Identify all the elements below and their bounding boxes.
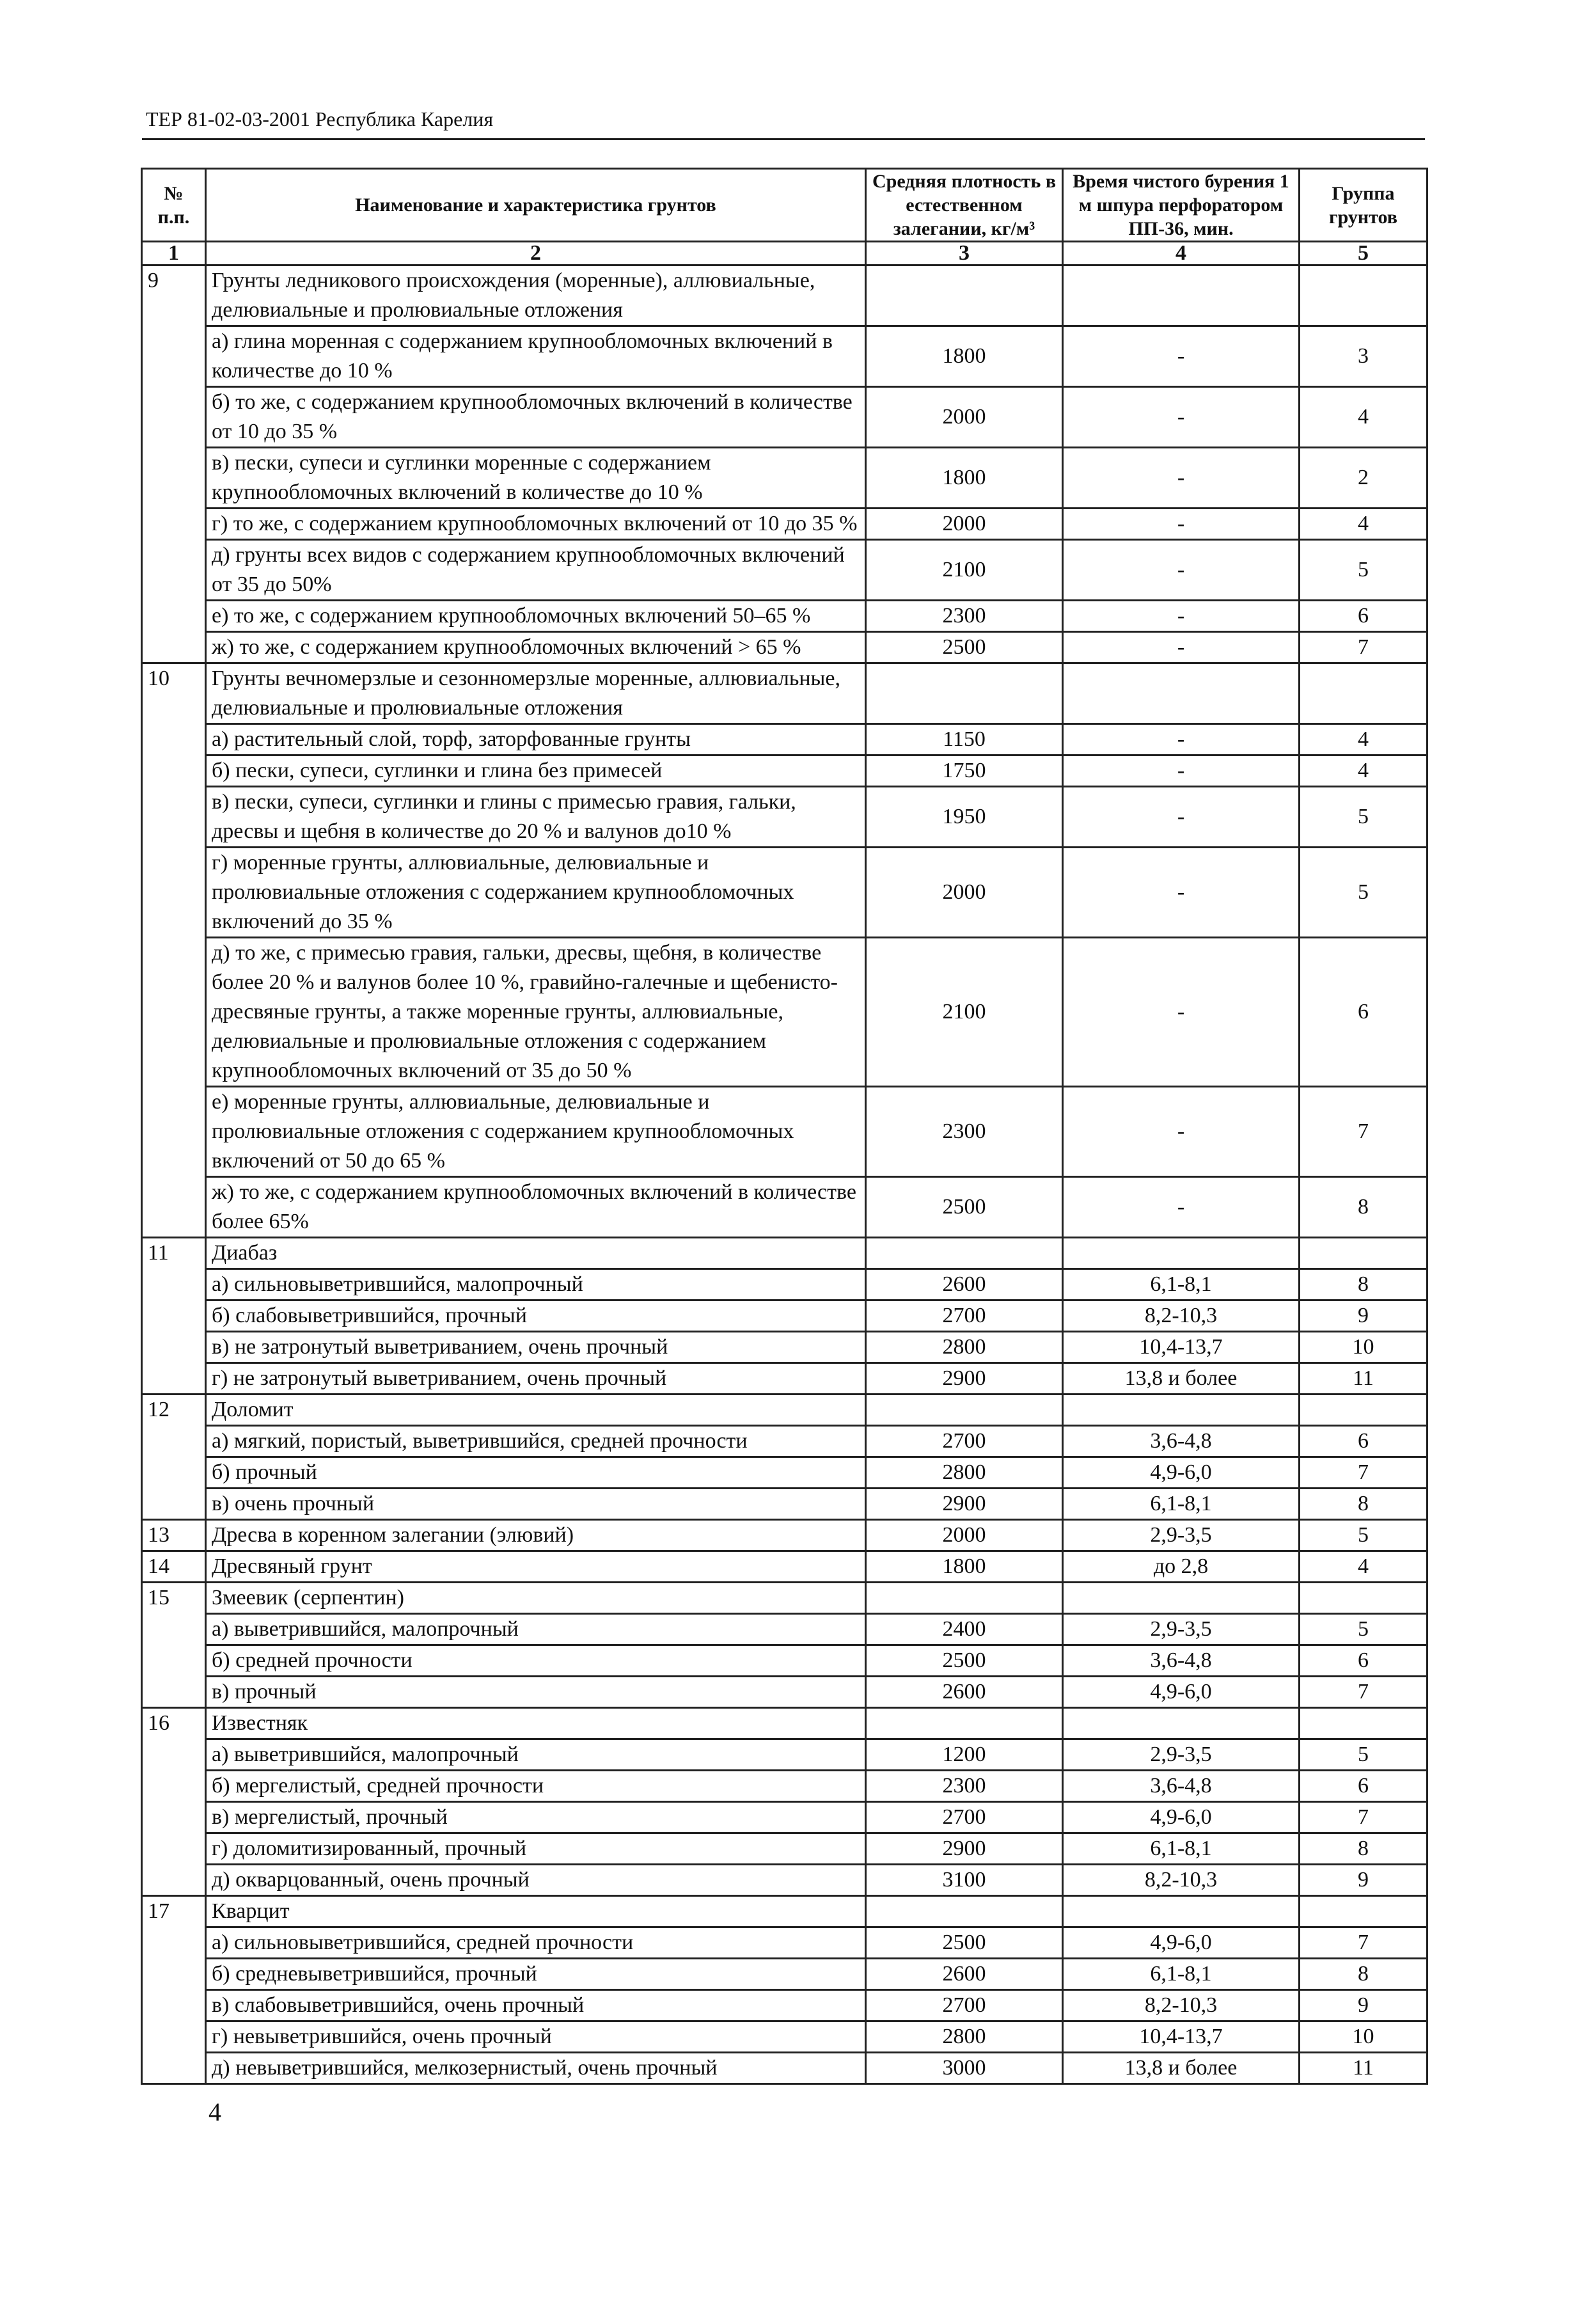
section-title: Змеевик (серпентин) xyxy=(206,1583,866,1614)
soil-description: б) средневыветрившийся, прочный xyxy=(206,1959,866,1990)
soil-description: а) сильновыветрившийся, малопрочный xyxy=(206,1269,866,1300)
column-number: 4 xyxy=(1063,242,1300,265)
group-cell: 2 xyxy=(1300,448,1427,509)
group-cell xyxy=(1300,663,1427,724)
soil-description: б) прочный xyxy=(206,1457,866,1489)
group-cell: 10 xyxy=(1300,1332,1427,1363)
section-title: Известняк xyxy=(206,1708,866,1739)
drill-time-cell: 10,4-13,7 xyxy=(1063,1332,1300,1363)
soil-description: д) окварцованный, очень прочный xyxy=(206,1865,866,1896)
group-cell: 7 xyxy=(1300,1087,1427,1177)
density-cell: 2900 xyxy=(866,1833,1063,1865)
soil-description: д) невыветрившийся, мелкозернистый, очень прочный xyxy=(206,2053,866,2084)
density-cell: 2000 xyxy=(866,509,1063,540)
drill-time-cell: 8,2-10,3 xyxy=(1063,1300,1300,1332)
table-row xyxy=(142,787,1427,848)
table-row xyxy=(142,1927,1427,1959)
density-cell: 2000 xyxy=(866,387,1063,448)
drill-time-cell: 3,6-4,8 xyxy=(1063,1645,1300,1677)
document-header: ТЕР 81-02-03-2001 Республика Карелия xyxy=(146,107,494,130)
drill-time-cell: 4,9-6,0 xyxy=(1063,1802,1300,1833)
section-number: 11 xyxy=(142,1238,206,1395)
group-cell xyxy=(1300,1896,1427,1927)
soil-groups-table xyxy=(141,168,1428,2085)
density-cell: 2900 xyxy=(866,1489,1063,1520)
column-number: 1 xyxy=(142,242,206,265)
soil-description: а) мягкий, пористый, выветрившийся, средней прочности xyxy=(206,1426,866,1457)
group-cell xyxy=(1300,1583,1427,1614)
soil-description: а) выветрившийся, малопрочный xyxy=(206,1614,866,1645)
soil-description: а) сильновыветрившийся, средней прочности xyxy=(206,1927,866,1959)
density-cell: 2700 xyxy=(866,1426,1063,1457)
section-title: Грунты вечномерзлые и сезонномерзлые моренные, аллювиальные, делювиальные и пролювиальные отложения xyxy=(206,663,866,724)
table-row xyxy=(142,1300,1427,1332)
density-cell: 1750 xyxy=(866,755,1063,787)
density-cell: 2100 xyxy=(866,938,1063,1087)
page-number: 4 xyxy=(208,2098,221,2126)
section-row xyxy=(142,1583,1427,1614)
density-cell: 2800 xyxy=(866,1332,1063,1363)
density-cell: 2300 xyxy=(866,601,1063,632)
density-cell: 2500 xyxy=(866,1645,1063,1677)
soil-description: в) очень прочный xyxy=(206,1489,866,1520)
group-cell: 5 xyxy=(1300,540,1427,601)
group-cell: 4 xyxy=(1300,755,1427,787)
density-cell: 1800 xyxy=(866,1551,1063,1583)
table-row xyxy=(142,1739,1427,1771)
soil-description: б) средней прочности xyxy=(206,1645,866,1677)
drill-time-cell: - xyxy=(1063,632,1300,663)
group-cell: 9 xyxy=(1300,1300,1427,1332)
soil-description: г) моренные грунты, аллювиальные, делювиальные и пролювиальные отложения с содержанием крупнообломочных включений до 35 % xyxy=(206,848,866,938)
group-cell: 6 xyxy=(1300,601,1427,632)
table-row xyxy=(142,1489,1427,1520)
drill-time-cell: - xyxy=(1063,326,1300,387)
group-cell xyxy=(1300,1395,1427,1426)
drill-time-cell: 3,6-4,8 xyxy=(1063,1426,1300,1457)
table-row xyxy=(142,755,1427,787)
group-cell xyxy=(1300,265,1427,326)
group-cell: 6 xyxy=(1300,1771,1427,1802)
density-cell: 2900 xyxy=(866,1363,1063,1395)
group-cell: 8 xyxy=(1300,1269,1427,1300)
section-row xyxy=(142,1896,1427,1927)
density-cell: 2700 xyxy=(866,1300,1063,1332)
drill-time-cell: - xyxy=(1063,1087,1300,1177)
column-number: 3 xyxy=(866,242,1063,265)
drill-time-cell: 8,2-10,3 xyxy=(1063,1990,1300,2021)
density-cell: 2300 xyxy=(866,1087,1063,1177)
density-cell xyxy=(866,1896,1063,1927)
group-cell: 6 xyxy=(1300,938,1427,1087)
soil-description: д) грунты всех видов с содержанием крупнообломочных включений от 35 до 50% xyxy=(206,540,866,601)
soil-description: б) то же, с содержанием крупнообломочных включений в количестве от 10 до 35 % xyxy=(206,387,866,448)
group-cell: 8 xyxy=(1300,1833,1427,1865)
group-cell xyxy=(1300,1238,1427,1269)
group-cell: 4 xyxy=(1300,387,1427,448)
drill-time-cell: - xyxy=(1063,755,1300,787)
soil-description: в) пески, супеси, суглинки и глины с примесью гравия, гальки, дресвы и щебня в количестве до 20 % и валунов до10 % xyxy=(206,787,866,848)
drill-time-cell: 2,9-3,5 xyxy=(1063,1739,1300,1771)
table-row xyxy=(142,1959,1427,1990)
density-cell: 1950 xyxy=(866,787,1063,848)
table-row xyxy=(142,540,1427,601)
soil-description: е) моренные грунты, аллювиальные, делювиальные и пролювиальные отложения с содержанием крупнообломочных включений от 50 до 65 % xyxy=(206,1087,866,1177)
drill-time-cell: 13,8 и более xyxy=(1063,2053,1300,2084)
col-header-name: Наименование и характеристика грунтов xyxy=(206,169,866,242)
table-row xyxy=(142,1363,1427,1395)
density-cell xyxy=(866,1708,1063,1739)
soil-description: ж) то же, с содержанием крупнообломочных включений > 65 % xyxy=(206,632,866,663)
drill-time-cell xyxy=(1063,1896,1300,1927)
soil-description: б) мергелистый, средней прочности xyxy=(206,1771,866,1802)
table-row xyxy=(142,1645,1427,1677)
drill-time-cell xyxy=(1063,1583,1300,1614)
table-row xyxy=(142,601,1427,632)
section-row xyxy=(142,1708,1427,1739)
soil-description: в) пески, супеси и суглинки моренные с содержанием крупнообломочных включений в количестве до 10 % xyxy=(206,448,866,509)
table-row xyxy=(142,1677,1427,1708)
group-cell: 5 xyxy=(1300,1520,1427,1551)
column-number: 2 xyxy=(206,242,866,265)
section-row xyxy=(142,1238,1427,1269)
drill-time-cell: - xyxy=(1063,448,1300,509)
table-row xyxy=(142,848,1427,938)
drill-time-cell: до 2,8 xyxy=(1063,1551,1300,1583)
drill-time-cell: - xyxy=(1063,787,1300,848)
drill-time-cell: 10,4-13,7 xyxy=(1063,2021,1300,2053)
column-number: 5 xyxy=(1300,242,1427,265)
density-cell: 2100 xyxy=(866,540,1063,601)
section-number: 9 xyxy=(142,265,206,663)
soil-description: е) то же, с содержанием крупнообломочных включений 50–65 % xyxy=(206,601,866,632)
table-row xyxy=(142,724,1427,755)
density-cell: 2700 xyxy=(866,1990,1063,2021)
table-row xyxy=(142,1269,1427,1300)
table-row xyxy=(142,938,1427,1087)
header-rule xyxy=(142,138,1425,140)
density-cell: 2000 xyxy=(866,848,1063,938)
drill-time-cell: 4,9-6,0 xyxy=(1063,1677,1300,1708)
soil-description: ж) то же, с содержанием крупнообломочных включений в количестве более 65% xyxy=(206,1177,866,1238)
table-row xyxy=(142,326,1427,387)
drill-time-cell: - xyxy=(1063,848,1300,938)
drill-time-cell: - xyxy=(1063,509,1300,540)
density-cell xyxy=(866,1238,1063,1269)
density-cell: 2400 xyxy=(866,1614,1063,1645)
density-cell: 2700 xyxy=(866,1802,1063,1833)
section-title: Кварцит xyxy=(206,1896,866,1927)
soil-description: г) доломитизированный, прочный xyxy=(206,1833,866,1865)
table-row xyxy=(142,1332,1427,1363)
density-cell: 3000 xyxy=(866,2053,1063,2084)
group-cell: 5 xyxy=(1300,1739,1427,1771)
drill-time-cell xyxy=(1063,1238,1300,1269)
col-header-density: Средняя плотность в естественном залегании, кг/м³ xyxy=(866,169,1063,242)
soil-description: а) растительный слой, торф, заторфованные грунты xyxy=(206,724,866,755)
table-row xyxy=(142,1833,1427,1865)
soil-description: б) слабовыветрившийся, прочный xyxy=(206,1300,866,1332)
section-row xyxy=(142,663,1427,724)
drill-time-cell xyxy=(1063,663,1300,724)
drill-time-cell: 4,9-6,0 xyxy=(1063,1927,1300,1959)
soil-description: г) невыветрившийся, очень прочный xyxy=(206,2021,866,2053)
drill-time-cell: - xyxy=(1063,724,1300,755)
density-cell: 1150 xyxy=(866,724,1063,755)
table-row xyxy=(142,2053,1427,2084)
density-cell: 2500 xyxy=(866,1927,1063,1959)
group-cell: 8 xyxy=(1300,1489,1427,1520)
density-cell: 2600 xyxy=(866,1677,1063,1708)
section-number: 13 xyxy=(142,1520,206,1551)
table-row xyxy=(142,1177,1427,1238)
section-row xyxy=(142,1520,1427,1551)
density-cell: 2500 xyxy=(866,632,1063,663)
drill-time-cell: 6,1-8,1 xyxy=(1063,1833,1300,1865)
group-cell: 9 xyxy=(1300,1865,1427,1896)
drill-time-cell: 6,1-8,1 xyxy=(1063,1959,1300,1990)
soil-description: д) то же, с примесью гравия, гальки, дресвы, щебня, в количестве более 20 % и валунов более 10 %, гравийно-галечные и щебенисто-дресвяные грунты, а также моренные грунты, аллювиальные, делювиальные и пролювиальные отложения с содержанием крупнообломочных включений от 35 до 50 % xyxy=(206,938,866,1087)
soil-description: а) выветрившийся, малопрочный xyxy=(206,1739,866,1771)
table-row xyxy=(142,632,1427,663)
col-header-num: № п.п. xyxy=(142,169,206,242)
soil-description: в) мергелистый, прочный xyxy=(206,1802,866,1833)
drill-time-cell: - xyxy=(1063,938,1300,1087)
drill-time-cell: 2,9-3,5 xyxy=(1063,1614,1300,1645)
section-row xyxy=(142,1551,1427,1583)
drill-time-cell: 6,1-8,1 xyxy=(1063,1489,1300,1520)
section-number: 14 xyxy=(142,1551,206,1583)
density-cell: 2000 xyxy=(866,1520,1063,1551)
density-cell: 1800 xyxy=(866,448,1063,509)
table-row xyxy=(142,448,1427,509)
table-row xyxy=(142,1457,1427,1489)
group-cell: 8 xyxy=(1300,1959,1427,1990)
group-cell: 4 xyxy=(1300,509,1427,540)
section-title: Дресва в коренном залегании (элювий) xyxy=(206,1520,866,1551)
soil-description: в) слабовыветрившийся, очень прочный xyxy=(206,1990,866,2021)
col-header-group: Группа грунтов xyxy=(1300,169,1427,242)
density-cell xyxy=(866,663,1063,724)
group-cell: 7 xyxy=(1300,1457,1427,1489)
drill-time-cell: 13,8 и более xyxy=(1063,1363,1300,1395)
table-row xyxy=(142,2021,1427,2053)
table-row xyxy=(142,1802,1427,1833)
group-cell: 6 xyxy=(1300,1426,1427,1457)
section-row xyxy=(142,265,1427,326)
group-cell: 4 xyxy=(1300,724,1427,755)
density-cell xyxy=(866,1395,1063,1426)
drill-time-cell: 2,9-3,5 xyxy=(1063,1520,1300,1551)
soil-description: г) не затронутый выветриванием, очень прочный xyxy=(206,1363,866,1395)
table-body xyxy=(142,265,1427,2084)
soil-description: в) прочный xyxy=(206,1677,866,1708)
drill-time-cell: - xyxy=(1063,601,1300,632)
table-row xyxy=(142,509,1427,540)
column-number-row xyxy=(142,242,1427,265)
drill-time-cell: 4,9-6,0 xyxy=(1063,1457,1300,1489)
group-cell: 10 xyxy=(1300,2021,1427,2053)
drill-time-cell: 6,1-8,1 xyxy=(1063,1269,1300,1300)
col-header-drill-time: Время чистого бурения 1 м шпура перфоратором ПП-36, мин. xyxy=(1063,169,1300,242)
drill-time-cell: - xyxy=(1063,1177,1300,1238)
drill-time-cell: 8,2-10,3 xyxy=(1063,1865,1300,1896)
density-cell xyxy=(866,265,1063,326)
group-cell: 7 xyxy=(1300,632,1427,663)
density-cell: 2300 xyxy=(866,1771,1063,1802)
group-cell: 5 xyxy=(1300,787,1427,848)
density-cell: 2500 xyxy=(866,1177,1063,1238)
section-title: Дресвяный грунт xyxy=(206,1551,866,1583)
group-cell xyxy=(1300,1708,1427,1739)
density-cell: 2800 xyxy=(866,2021,1063,2053)
drill-time-cell xyxy=(1063,1395,1300,1426)
section-number: 10 xyxy=(142,663,206,1238)
table-row xyxy=(142,1771,1427,1802)
group-cell: 7 xyxy=(1300,1677,1427,1708)
density-cell: 2600 xyxy=(866,1269,1063,1300)
group-cell: 7 xyxy=(1300,1927,1427,1959)
group-cell: 7 xyxy=(1300,1802,1427,1833)
group-cell: 3 xyxy=(1300,326,1427,387)
group-cell: 5 xyxy=(1300,1614,1427,1645)
table-row xyxy=(142,387,1427,448)
group-cell: 4 xyxy=(1300,1551,1427,1583)
group-cell: 11 xyxy=(1300,2053,1427,2084)
section-number: 16 xyxy=(142,1708,206,1896)
drill-time-cell xyxy=(1063,1708,1300,1739)
group-cell: 5 xyxy=(1300,848,1427,938)
density-cell: 1200 xyxy=(866,1739,1063,1771)
density-cell: 2600 xyxy=(866,1959,1063,1990)
section-title: Доломит xyxy=(206,1395,866,1426)
density-cell: 1800 xyxy=(866,326,1063,387)
group-cell: 6 xyxy=(1300,1645,1427,1677)
section-title: Грунты ледникового происхождения (моренные), аллювиальные, делювиальные и пролювиальные отложения xyxy=(206,265,866,326)
drill-time-cell: 3,6-4,8 xyxy=(1063,1771,1300,1802)
table-row xyxy=(142,1865,1427,1896)
density-cell: 3100 xyxy=(866,1865,1063,1896)
table-header-row xyxy=(142,169,1427,242)
density-cell xyxy=(866,1583,1063,1614)
group-cell: 11 xyxy=(1300,1363,1427,1395)
section-number: 12 xyxy=(142,1395,206,1520)
table-row xyxy=(142,1426,1427,1457)
drill-time-cell: - xyxy=(1063,540,1300,601)
group-cell: 9 xyxy=(1300,1990,1427,2021)
table-row xyxy=(142,1990,1427,2021)
section-title: Диабаз xyxy=(206,1238,866,1269)
drill-time-cell: - xyxy=(1063,387,1300,448)
drill-time-cell xyxy=(1063,265,1300,326)
section-number: 17 xyxy=(142,1896,206,2084)
density-cell: 2800 xyxy=(866,1457,1063,1489)
soil-description: в) не затронутый выветриванием, очень прочный xyxy=(206,1332,866,1363)
soil-description: б) пески, супеси, суглинки и глина без примесей xyxy=(206,755,866,787)
table-row xyxy=(142,1087,1427,1177)
table-row xyxy=(142,1614,1427,1645)
soil-description: г) то же, с содержанием крупнообломочных включений от 10 до 35 % xyxy=(206,509,866,540)
soil-description: а) глина моренная с содержанием крупнообломочных включений в количестве до 10 % xyxy=(206,326,866,387)
section-row xyxy=(142,1395,1427,1426)
group-cell: 8 xyxy=(1300,1177,1427,1238)
section-number: 15 xyxy=(142,1583,206,1708)
